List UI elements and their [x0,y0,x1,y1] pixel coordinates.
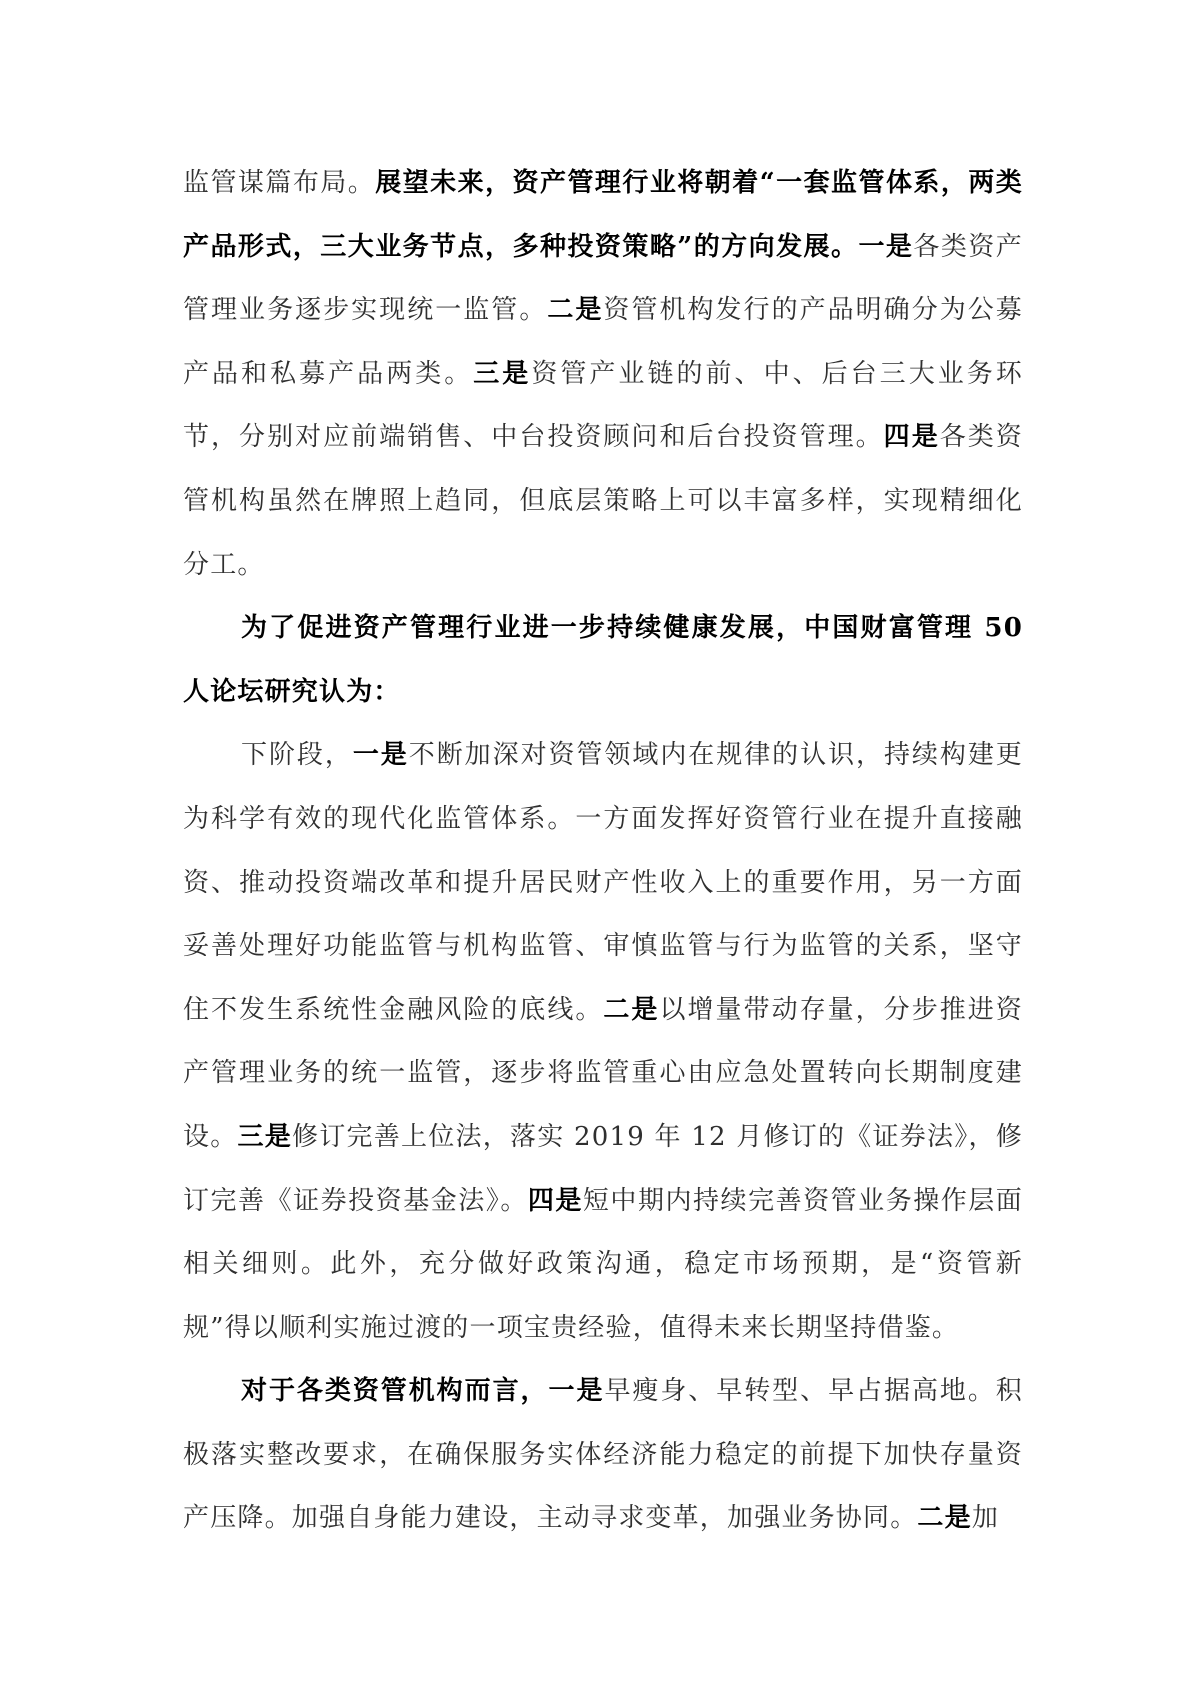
bold-text: 一是 [352,740,409,771]
body-text: 修订完善上位法，落实 2019 年 12 月修订的《证券法》，修订完善《证券投资基金法》。 [183,1121,1024,1216]
paragraph [183,597,1023,724]
bold-text: 四是 [527,1185,583,1216]
body-text: 资管产业链的前、中、后台三大业务环节，分别对应前端销售、中台投资顾问和后台投资管理。 [183,358,1023,453]
body-text: 以增量带动存量，分步推进资产管理业务的统一监管，逐步将监管重心由应急处置转向长期制度建设。 [183,994,1023,1152]
bold-text: 一是 [858,231,914,262]
body-text: 资管机构发行的产品明确分为公募产品和私募产品两类。 [183,295,1023,389]
bold-text: 二是 [603,994,660,1025]
body-text: 早瘦身、早转型、早占据高地。积极落实整改要求，在确保服务实体经济能力稳定的前提下加快存量资产压降。加强自身能力建设，主动寻求变革，加强业务协同。 [183,1376,1024,1534]
bold-text: 为了促进资产管理行业进一步持续健康发展，中国财富管理 50 人论坛研究认为： [183,613,1023,707]
document-body [183,152,1023,1551]
bold-text: 三是 [473,358,532,389]
paragraph [183,724,1023,1360]
body-text: 短中期内持续完善资管业务操作层面相关细则。此外，充分做好政策沟通，稳定市场预期，是“资管新规”得以顺利实施过渡的一项宝贵经验，值得未来长期坚持借鉴。 [183,1185,1023,1343]
body-text: 加 [971,1503,1000,1534]
bold-text: 四是 [883,422,940,453]
paragraph [183,1360,1023,1551]
paragraph [183,152,1023,597]
bold-text: 对于各类资管机构而言， [241,1376,549,1407]
body-text: 监管谋篇布局。 [183,168,376,198]
body-text: 不断加深对资管领域内在规律的认识，持续构建更为科学有效的现代化监管体系。一方面发挥好资管行业在提升直接融资、推动投资端改革和提升居民财产性收入上的重要作用，另一方面妥善处理好功能监管与机构监管、审慎监管与行为监管的关系，坚守住不发生系统性金融风险的底线。 [183,740,1023,1025]
body-text: 下阶段， [241,740,353,771]
bold-text: 二是 [917,1503,972,1534]
body-text: 各类资管机构虽然在牌照上趋同，但底层策略上可以丰富多样，实现精细化分工。 [183,422,1023,580]
bold-text: 展望未来，资产管理行业将朝着“一套监管体系，两类产品形式，三大业务节点，多种投资策略”的方向发展。 [183,168,1023,262]
body-text: 各类资产管理业务逐步实现统一监管。 [183,231,1023,326]
bold-text: 一是 [548,1376,605,1407]
bold-text: 二是 [547,295,604,326]
bold-text: 三是 [237,1121,293,1152]
